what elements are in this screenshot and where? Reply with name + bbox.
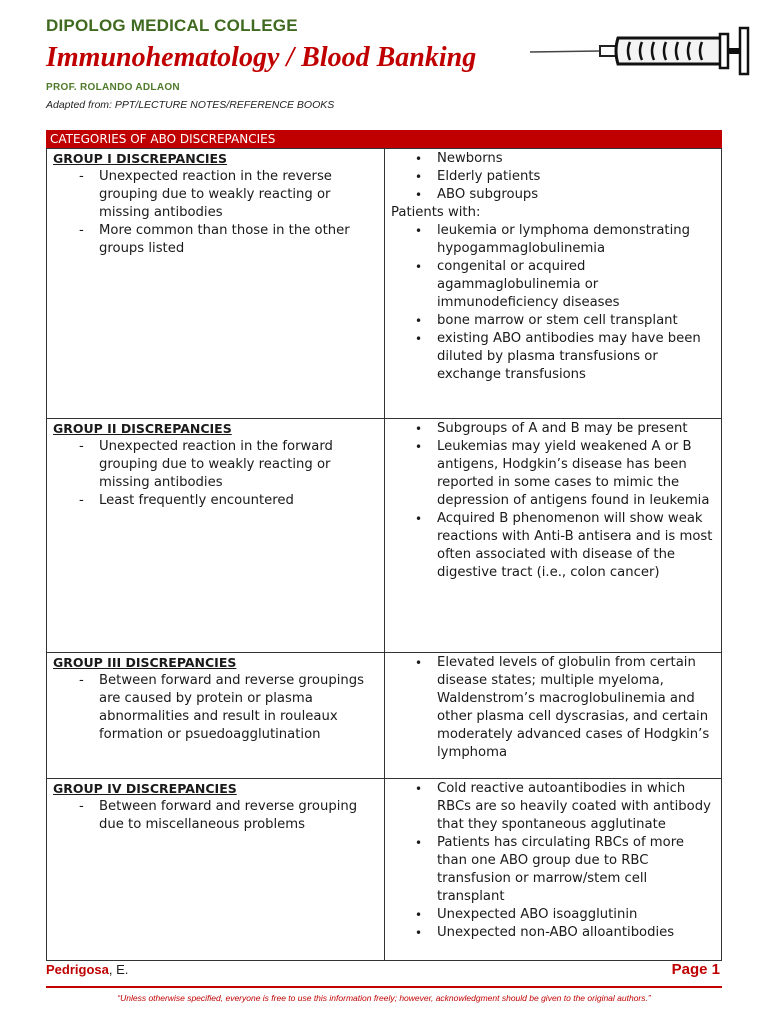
list-item: • ABO subgroups [389, 186, 717, 204]
footer-divider [46, 986, 722, 988]
dash-marker: - [79, 799, 84, 814]
group-title: GROUP IV DISCREPANCIES [53, 781, 237, 796]
bullet-marker: • [415, 260, 423, 274]
list-item: • Elderly patients [389, 168, 717, 186]
group-title: GROUP III DISCREPANCIES [53, 655, 237, 670]
college-name: DIPOLOG MEDICAL COLLEGE [46, 16, 298, 35]
list-item: • bone marrow or stem cell transplant [389, 312, 717, 330]
page-number: Page 1 [671, 961, 720, 978]
table-row [47, 653, 722, 779]
list-item: • leukemia or lymphoma demonstrating hypogammaglobulinemia [389, 222, 717, 258]
group-causes-cell [385, 419, 722, 653]
list-item: - Between forward and reverse groupings are caused by protein or plasma abnormalities and result in rouleaux formation or psuedoagglutination [53, 672, 380, 744]
author-last-name: Pedrigosa [46, 962, 109, 977]
table-row [47, 779, 722, 961]
table-row [47, 419, 722, 653]
professor-name: PROF. ROLANDO ADLAON [46, 82, 180, 93]
table-title: CATEGORIES OF ABO DISCREPANCIES [46, 130, 722, 148]
group-description-cell [47, 779, 385, 961]
list-item: • Unexpected ABO isoagglutinin [389, 906, 717, 924]
list-item: - More common than those in the other groups listed [53, 222, 380, 258]
bullet-marker: • [415, 188, 423, 202]
bullet-marker: • [415, 926, 423, 940]
footer-author [46, 962, 128, 977]
discrepancies-table [46, 148, 722, 961]
dash-marker: - [79, 439, 84, 454]
patients-label: Patients with: [391, 205, 481, 220]
bullet-marker: • [415, 908, 423, 922]
syringe-icon [530, 20, 760, 82]
bullet-marker: • [415, 512, 423, 526]
dash-marker: - [79, 169, 84, 184]
bullet-marker: • [415, 422, 423, 436]
bullet-marker: • [415, 152, 423, 166]
bullet-marker: • [415, 656, 423, 670]
bullet-marker: • [415, 332, 423, 346]
group-description-cell [47, 653, 385, 779]
group-description-cell [47, 419, 385, 653]
list-item: - Between forward and reverse grouping due to miscellaneous problems [53, 798, 380, 834]
list-item: - Unexpected reaction in the reverse grouping due to weakly reacting or missing antibodies [53, 168, 380, 222]
footer-disclaimer: “Unless otherwise specified, everyone is free to use this information freely; however, acknowledgment should be given to the original authors.” [117, 993, 651, 1003]
list-item: • Acquired B phenomenon will show weak reactions with Anti-B antisera and is most often associated with disease of the digestive tract (i.e., colon cancer) [389, 510, 717, 582]
group-title: GROUP II DISCREPANCIES [53, 421, 232, 436]
discrepancies-table-section [46, 130, 722, 961]
list-item: • Cold reactive autoantibodies in which RBCs are so heavily coated with antibody that they spontaneous agglutinate [389, 780, 717, 834]
list-item: - Least frequently encountered [53, 492, 380, 510]
bullet-marker: • [415, 170, 423, 184]
list-item: • Elevated levels of globulin from certain disease states; multiple myeloma, Waldenstrom’s macroglobulinemia and other plasma cell dyscrasias, and certain moderately advanced cases of Hodgkin’s lymphoma [389, 654, 717, 762]
table-row [47, 149, 722, 419]
source-note: Adapted from: PPT/LECTURE NOTES/REFERENCE BOOKS [46, 99, 335, 111]
list-item: • Leukemias may yield weakened A or B antigens, Hodgkin’s disease has been reported in some cases to mimic the depression of antigens found in leukemia [389, 438, 717, 510]
dash-marker: - [79, 673, 84, 688]
group-description-cell [47, 149, 385, 419]
group-causes-cell [385, 779, 722, 961]
list-item: • existing ABO antibodies may have been diluted by plasma transfusions or exchange transfusions [389, 330, 717, 384]
bullet-marker: • [415, 314, 423, 328]
group-title: GROUP I DISCREPANCIES [53, 151, 228, 166]
list-item: • Unexpected non-ABO alloantibodies [389, 924, 717, 942]
list-item: - Unexpected reaction in the forward grouping due to weakly reacting or missing antibodies [53, 438, 380, 492]
group-causes-cell [385, 149, 722, 419]
list-item: • Patients has circulating RBCs of more than one ABO group due to RBC transfusion or marrow/stem cell transplant [389, 834, 717, 906]
list-item: • Newborns [389, 150, 717, 168]
list-item: • Subgroups of A and B may be present [389, 420, 717, 438]
dash-marker: - [79, 493, 84, 508]
bullet-marker: • [415, 224, 423, 238]
dash-marker: - [79, 223, 84, 238]
group-causes-cell [385, 653, 722, 779]
bullet-marker: • [415, 836, 423, 850]
bullet-marker: • [415, 782, 423, 796]
course-title: Immunohematology / Blood Banking [46, 42, 477, 73]
bullet-marker: • [415, 440, 423, 454]
list-item: • congenital or acquired agammaglobulinemia or immunodeficiency diseases [389, 258, 717, 312]
author-initial: , E. [108, 962, 129, 977]
